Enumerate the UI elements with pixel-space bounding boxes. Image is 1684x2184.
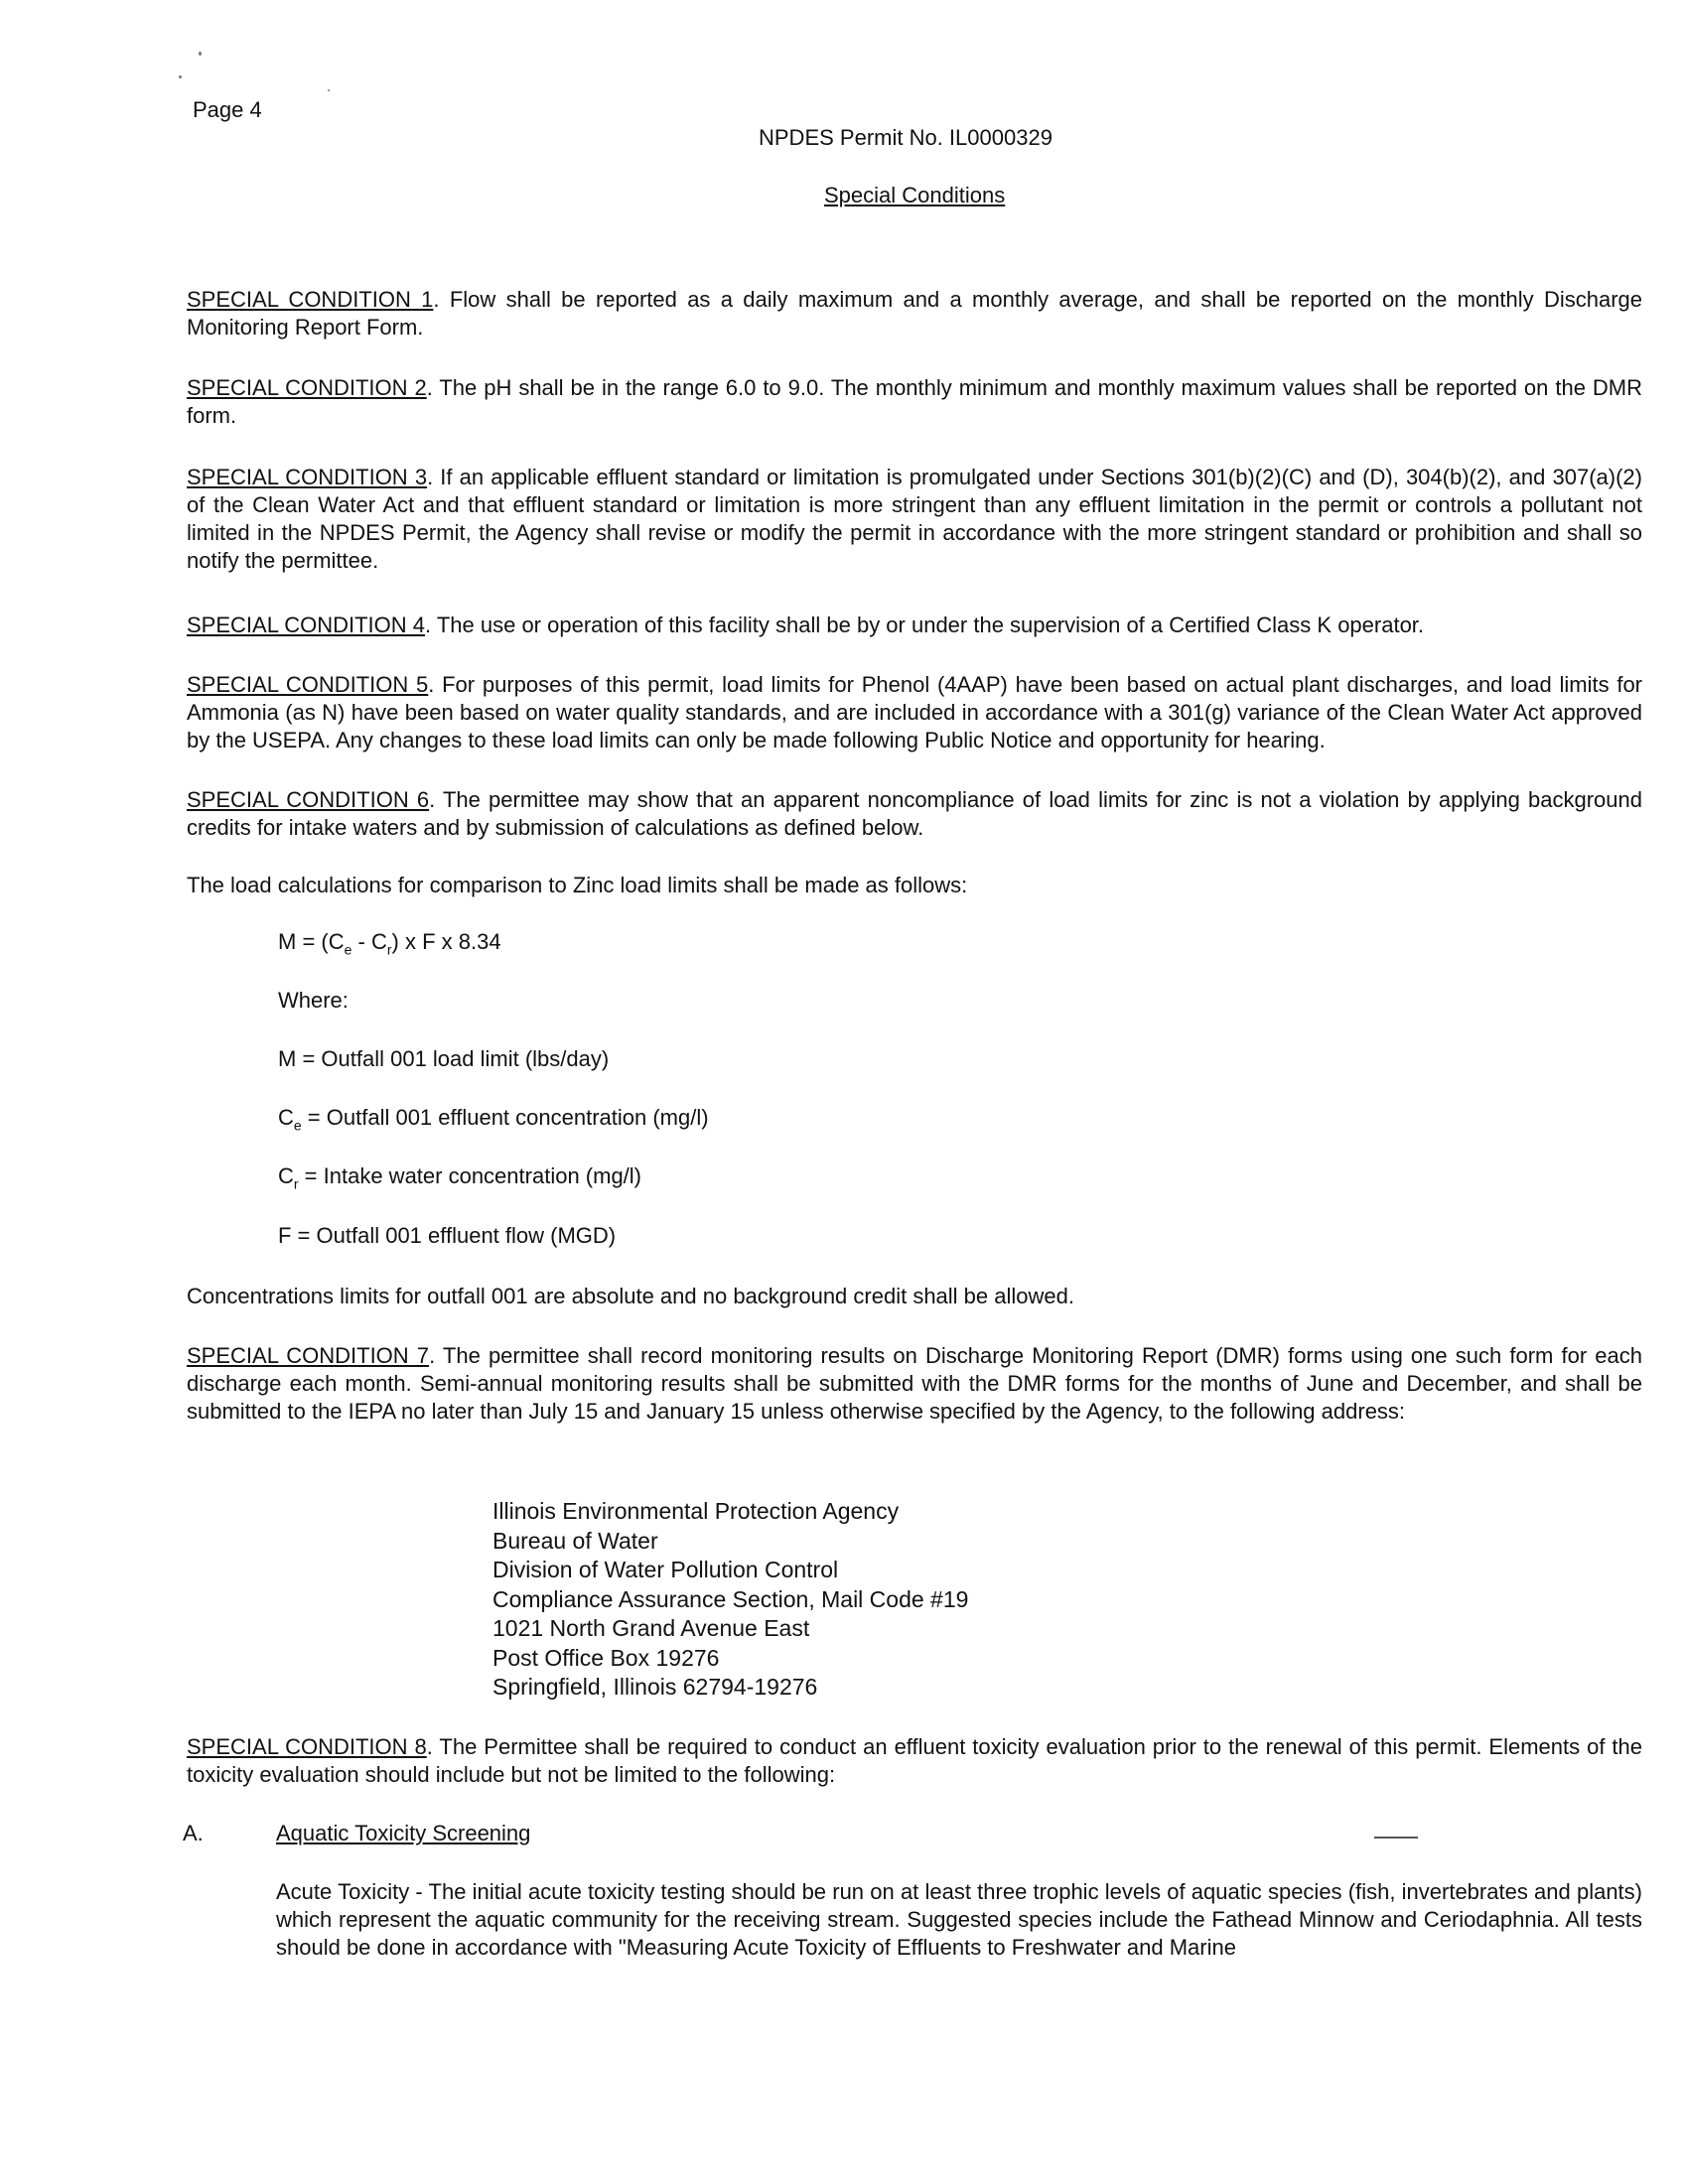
address-line: Post Office Box 19276 [492,1644,720,1671]
address-line: Compliance Assurance Section, Mail Code #19 [492,1585,969,1612]
section-title: Special Conditions [824,183,1006,207]
condition-text: . If an applicable effluent standard or limitation is promulgated under Sections 301(b)(2)(C) and (D), 304(b)(2), and 307(a)(2) of the Clean Water Act and that effluent standard or limitation is more stringent than any effluent limitation in the permit or controls a pollutant not limited in the NPDES Permit, the Agency shall revise or modify the permit in accordance with the more stringent standard or prohibition and shall so notify the permittee. [187,465,1642,573]
special-condition-2 [187,374,1642,430]
condition-label: SPECIAL CONDITION 5 [187,672,429,697]
address-line: Springfield, Illinois 62794-19276 [492,1674,818,1700]
address-line: Illinois Environmental Protection Agency [492,1498,900,1524]
condition-label: SPECIAL CONDITION 2 [187,375,427,400]
definition-m: M = Outfall 001 load limit (lbs/day) [278,1046,610,1071]
condition-text: . The permittee shall record monitoring results on Discharge Monitoring Report (DMR) forms using one such form for each discharge each month. Semi-annual monitoring results shall be submitted with the DMR forms for the months of June and December, and shall be submitted to the IEPA no later than July 15 and January 15 unless otherwise specified by the Agency, to the following address: [187,1343,1643,1424]
scan-speck [199,52,202,56]
address-line: Bureau of Water [492,1527,658,1554]
condition-label: SPECIAL CONDITION 1 [187,287,434,312]
page-number: Page 4 [193,97,262,122]
condition-label: SPECIAL CONDITION 3 [187,465,428,489]
special-condition-5 [187,671,1642,754]
definition-ce: $C_e$ = Outfall 001 effluent concentration (mg/l) [278,1105,709,1134]
special-condition-7 [187,1342,1642,1426]
condition-label: SPECIAL CONDITION 7 [187,1343,430,1368]
condition-text: . The use or operation of this facility shall be by or under the supervision of a Certified Class K operator. [425,613,1425,637]
condition-text: . The Permittee shall be required to conduct an effluent toxicity evaluation prior to the renewal of this permit. Elements of the toxicity evaluation should include but not be limited to the following: [187,1734,1642,1787]
mailing-address [492,1497,968,1703]
address-line: Division of Water Pollution Control [492,1557,839,1582]
acute-toxicity-paragraph: Acute Toxicity - The initial acute toxicity testing should be run on at least three trophic levels of aquatic species (fish, invertebrates and plants) which represent the aquatic community for the receiving stream. Suggested species include the Fathead Minnow and Ceriodaphnia. All tests should be done in accordance with "Measuring Acute Toxicity of Effluents to Freshwater and Marine [276,1879,1642,1960]
permit-number: NPDES Permit No. IL0000329 [759,125,1052,150]
scan-mark [1374,1837,1418,1839]
condition-text: . Flow shall be reported as a daily maximum and a monthly average, and shall be reported on the monthly Discharge Monitoring Report Form. [187,287,1643,340]
condition-label: SPECIAL CONDITION 8 [187,1734,427,1759]
condition-text: . The permittee may show that an apparent noncompliance of load limits for zinc is not a violation by applying background credits for intake waters and by submission of calculations as defined below. [187,787,1642,840]
special-condition-8 [187,1733,1642,1789]
special-condition-4 [187,612,1642,639]
address-line: 1021 North Grand Avenue East [492,1615,810,1641]
where-label: Where: [278,988,349,1013]
special-condition-1 [187,286,1642,341]
concentration-note: Concentrations limits for outfall 001 are absolute and no background credit shall be allowed. [187,1284,1074,1308]
scan-speck [328,89,330,91]
special-condition-6 [187,786,1642,842]
load-equation: $M = (C_e - C_r)$ x F x 8.34 [278,929,501,958]
load-calc-intro: The load calculations for comparison to Zinc load limits shall be made as follows: [187,873,968,897]
condition-label: SPECIAL CONDITION 6 [187,787,430,812]
special-condition-3 [187,464,1642,575]
section-a-letter: A. [183,1821,204,1845]
condition-label: SPECIAL CONDITION 4 [187,613,426,637]
condition-text: . For purposes of this permit, load limits for Phenol (4AAP) have been based on actual plant discharges, and load limits for Ammonia (as N) have been based on water quality standards, and are included in accordance with a 301(g) variance of the Clean Water Act approved by the USEPA. Any changes to these load limits can only be made following Public Notice and opportunity for hearing. [187,672,1642,752]
scan-speck [179,75,182,78]
section-a-title: Aquatic Toxicity Screening [276,1821,531,1845]
condition-text: . The pH shall be in the range 6.0 to 9.0. The monthly minimum and monthly maximum values shall be reported on the DMR form. [187,375,1642,428]
definition-cr: $C_r$ = Intake water concentration (mg/l) [278,1163,641,1192]
definition-f: F = Outfall 001 effluent flow (MGD) [278,1223,617,1248]
